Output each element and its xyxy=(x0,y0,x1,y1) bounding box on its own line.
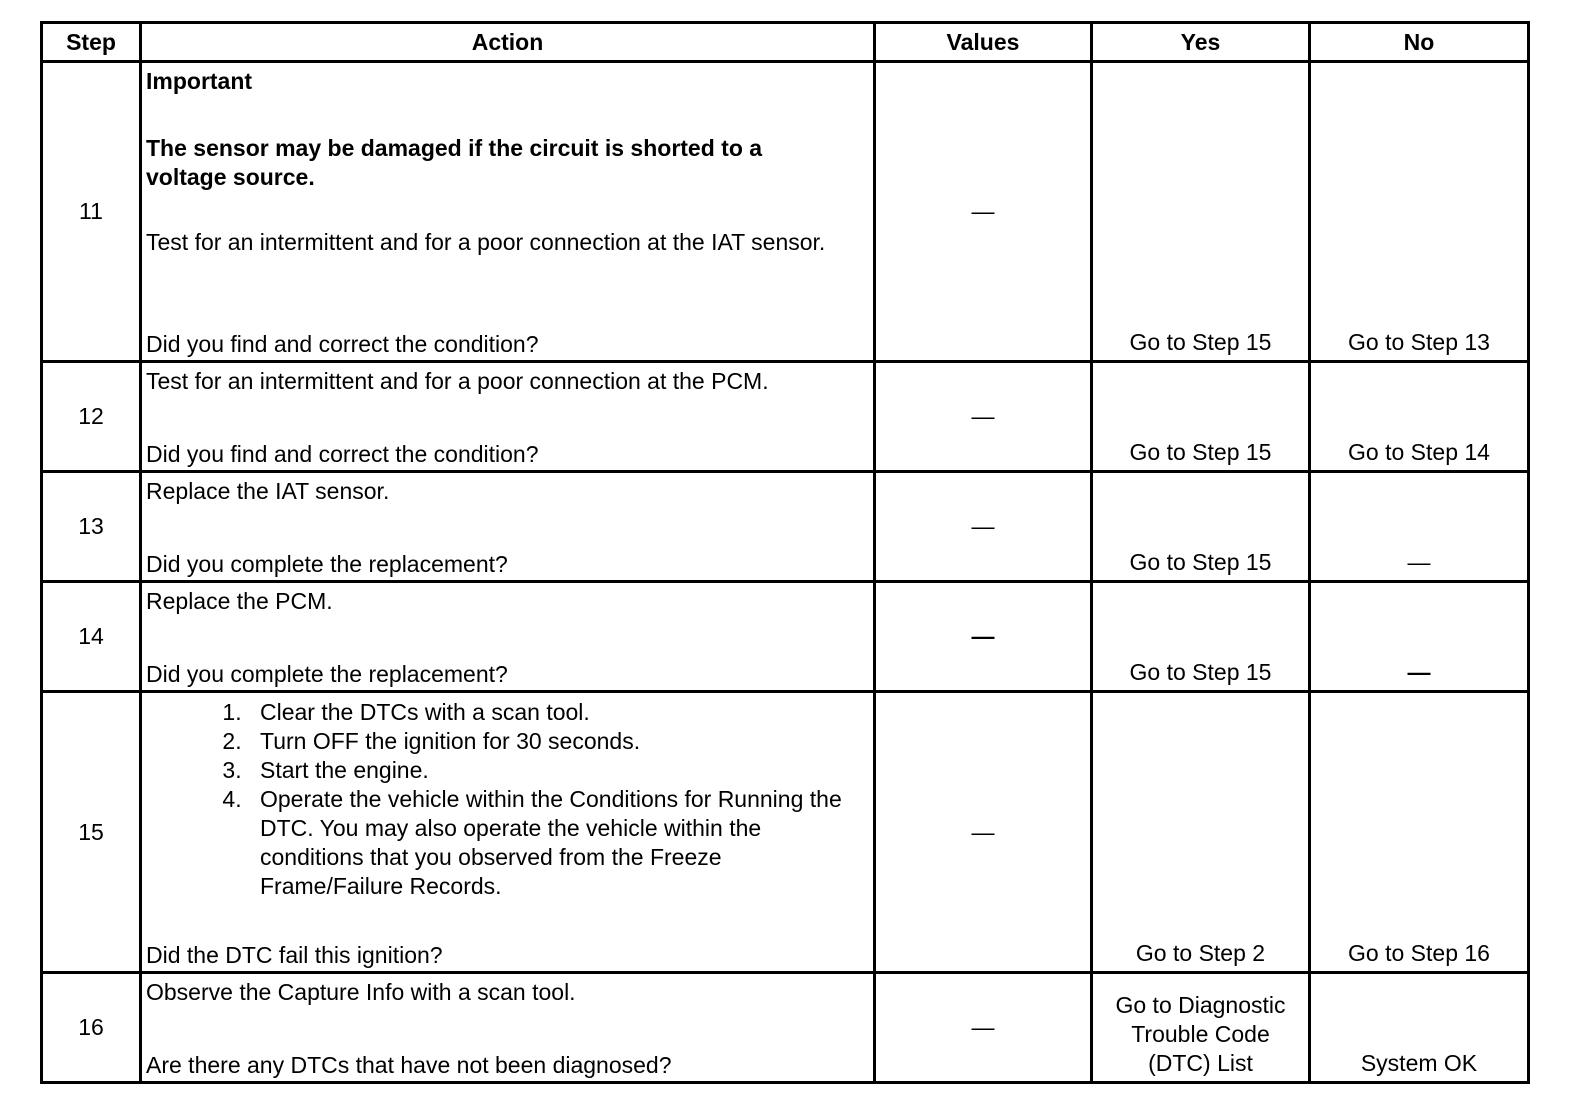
no-cell: System OK xyxy=(1310,973,1529,1083)
instruction-text: Observe the Capture Info with a scan tool. xyxy=(146,979,576,1005)
yes-cell: Go to Diagnostic Trouble Code (DTC) List xyxy=(1092,973,1310,1083)
question-text: Are there any DTCs that have not been diagnosed? xyxy=(146,1052,672,1078)
table-row xyxy=(42,973,1529,1083)
important-label: Important xyxy=(146,68,253,94)
instruction-text: Test for an intermittent and for a poor connection at the IAT sensor. xyxy=(146,229,826,255)
action-cell xyxy=(141,692,875,973)
action-cell xyxy=(141,973,875,1083)
list-item: 2. Turn OFF the ignition for 30 seconds. xyxy=(248,727,869,756)
step-number: 16 xyxy=(42,973,141,1083)
instruction-text: Replace the PCM. xyxy=(146,588,333,614)
no-cell: Go to Step 14 xyxy=(1310,362,1529,472)
yes-cell: Go to Step 15 xyxy=(1092,362,1310,472)
step-number: 13 xyxy=(42,472,141,582)
action-cell xyxy=(141,582,875,692)
header-no: No xyxy=(1310,23,1529,62)
no-cell: — xyxy=(1310,472,1529,582)
header-yes: Yes xyxy=(1092,23,1310,62)
list-item: 4. Operate the vehicle within the Conditions for Running the DTC. You may also operate the vehicle within the conditions that you observed from the Freeze Frame/Failure Records. xyxy=(248,785,850,901)
action-cell xyxy=(141,362,875,472)
table-row xyxy=(42,472,1529,582)
table-row xyxy=(42,692,1529,973)
yes-cell: Go to Step 15 xyxy=(1092,472,1310,582)
diagnostic-table xyxy=(40,21,1530,1084)
table-row xyxy=(42,362,1529,472)
no-cell: Go to Step 13 xyxy=(1310,62,1529,362)
question-text: Did you complete the replacement? xyxy=(146,661,508,687)
values-cell: — xyxy=(875,692,1092,973)
step-number: 15 xyxy=(42,692,141,973)
values-cell: — xyxy=(875,472,1092,582)
yes-cell: Go to Step 15 xyxy=(1092,62,1310,362)
step-number: 11 xyxy=(42,62,141,362)
values-cell: — xyxy=(875,362,1092,472)
instruction-text: Test for an intermittent and for a poor connection at the PCM. xyxy=(146,368,769,394)
header-row xyxy=(42,23,1529,62)
question-text: Did you complete the replacement? xyxy=(146,551,508,577)
no-cell: — xyxy=(1310,582,1529,692)
values-cell: — xyxy=(875,973,1092,1083)
table-row xyxy=(42,582,1529,692)
list-item: 1. Clear the DTCs with a scan tool. xyxy=(248,698,869,727)
header-values: Values xyxy=(875,23,1092,62)
question-text: Did you find and correct the condition? xyxy=(146,441,539,467)
list-item: 3. Start the engine. xyxy=(248,756,869,785)
no-cell: Go to Step 16 xyxy=(1310,692,1529,973)
values-cell: — xyxy=(875,582,1092,692)
header-step: Step xyxy=(42,23,141,62)
step-number: 12 xyxy=(42,362,141,472)
yes-cell: Go to Step 15 xyxy=(1092,582,1310,692)
action-cell xyxy=(141,62,875,362)
question-text: Did the DTC fail this ignition? xyxy=(146,942,443,968)
procedure-list xyxy=(146,698,869,901)
step-number: 14 xyxy=(42,582,141,692)
warning-text: The sensor may be damaged if the circuit is shorted to a voltage source. xyxy=(146,135,763,190)
yes-cell: Go to Step 2 xyxy=(1092,692,1310,973)
table-row xyxy=(42,62,1529,362)
values-cell: — xyxy=(875,62,1092,362)
action-cell xyxy=(141,472,875,582)
question-text: Did you find and correct the condition? xyxy=(146,331,539,357)
instruction-text: Replace the IAT sensor. xyxy=(146,478,390,504)
header-action: Action xyxy=(141,23,875,62)
